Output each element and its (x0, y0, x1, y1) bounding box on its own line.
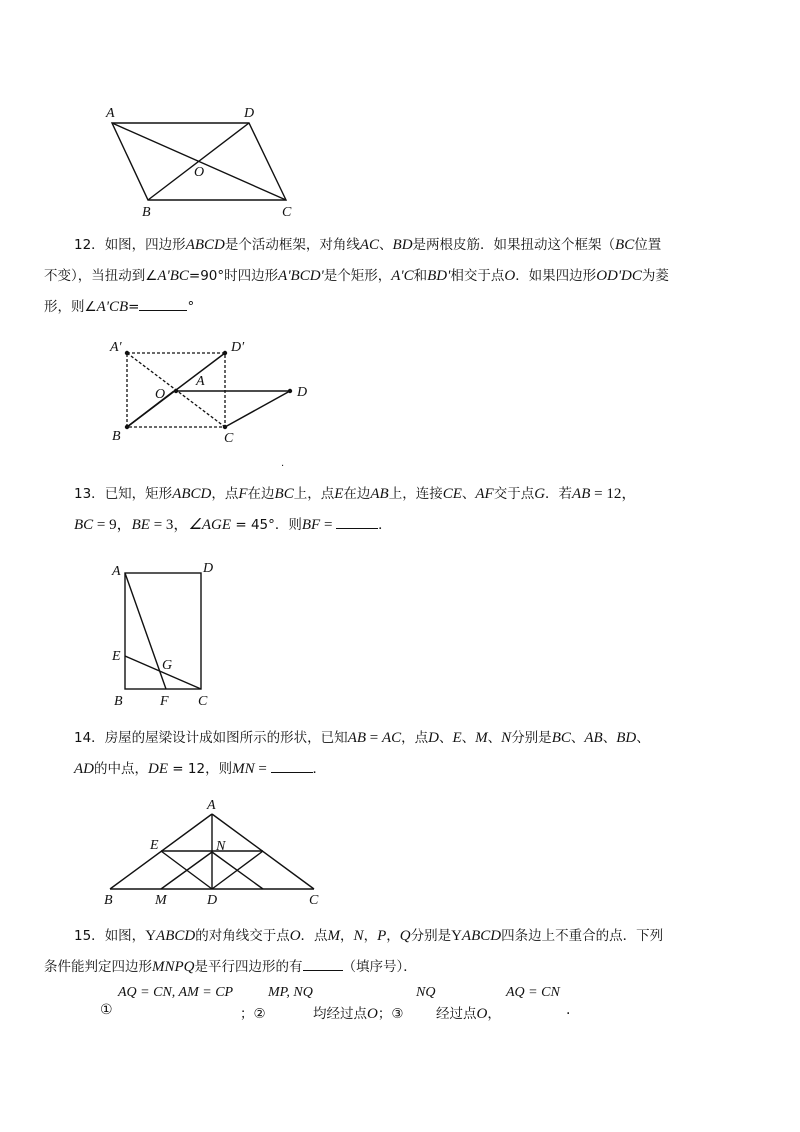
q15-line-2 (44, 952, 734, 983)
choice-3-expression-2: AQ = CN (506, 985, 560, 1000)
text: 不变），当扭动到∠ (44, 268, 158, 284)
math: BE (131, 517, 150, 533)
label-c: C (309, 893, 319, 908)
text: 如图，四边形 (104, 237, 186, 253)
math: MN (232, 761, 255, 777)
math: BF (301, 517, 321, 533)
math: G (534, 486, 546, 502)
text: 交于点 (493, 486, 535, 502)
text: 在边 (343, 486, 371, 502)
text: 如图， (104, 928, 146, 944)
label-d: D (244, 106, 255, 121)
math: A'C (391, 268, 414, 284)
text: 、 (461, 730, 476, 746)
choice-2-text (313, 1002, 403, 1023)
math: ABCD (185, 237, 225, 253)
label-m: M (155, 893, 167, 908)
math: OD'DC (596, 268, 642, 284)
math: N (501, 730, 512, 746)
math: O (367, 1006, 378, 1022)
question-number: 14． (74, 730, 105, 746)
math: A'BC (157, 268, 189, 284)
text: ，点 (401, 730, 429, 746)
text: 经过点 (436, 1006, 477, 1022)
question-number: 12． (74, 237, 105, 253)
label-e: E (150, 838, 159, 853)
text: ．若 (545, 486, 573, 502)
text: 、 (602, 730, 617, 746)
q12-line-1 (74, 230, 734, 261)
parallelogram-figure (96, 100, 306, 222)
label-b: B (114, 694, 123, 709)
text: 房屋的屋梁设计成如图所示的形状，已知 (104, 730, 348, 746)
text: 分别是 (410, 928, 452, 944)
label-c: C (282, 205, 292, 220)
math: N (353, 928, 364, 944)
label-g: G (162, 658, 173, 673)
text: 和 (413, 268, 428, 284)
label-a: A (196, 374, 205, 389)
math: BC (74, 517, 94, 533)
math: E (334, 486, 344, 502)
text: 上，点 (293, 486, 335, 502)
text: ． (312, 761, 327, 777)
math: BC (615, 237, 635, 253)
text: 已知，矩形 (104, 486, 173, 502)
text: ° (187, 299, 195, 315)
text: ．如果四边形 (515, 268, 597, 284)
label-n: N (216, 839, 226, 854)
question-12 (44, 230, 734, 323)
text: ；③ (377, 1006, 404, 1022)
label-c: C (224, 431, 234, 446)
text: 、 (636, 730, 650, 746)
choice-1-number: ① (100, 1002, 113, 1018)
math: = (320, 517, 337, 533)
math: A'CB (96, 299, 129, 315)
text: 条件能判定四边形 (44, 959, 152, 975)
text: 的中点， (94, 761, 148, 777)
parallelogram-symbol: Y (451, 928, 462, 944)
answer-blank[interactable] (336, 514, 378, 529)
choice-2-expression: MP, NQ (268, 985, 313, 1000)
question-14 (74, 723, 734, 785)
math: = (366, 730, 382, 746)
text: ， (386, 928, 400, 944)
label-d: D (297, 385, 308, 400)
question-number: 13． (74, 486, 105, 502)
q14-line-1 (74, 723, 734, 754)
math: F (238, 486, 248, 502)
choice-3-expression: NQ (416, 985, 436, 1000)
math: = (254, 761, 271, 777)
text: 在边 (247, 486, 275, 502)
text: 、 (439, 730, 453, 746)
label-d-prime: D′ (231, 340, 245, 355)
choice-3-text (436, 1002, 501, 1023)
text: 、 (461, 486, 476, 502)
q15-line-1 (74, 921, 734, 952)
math: AC (359, 237, 380, 253)
text: 上，连接 (388, 486, 443, 502)
math: A'BCD' (278, 268, 324, 284)
text: ， (487, 1006, 501, 1022)
text: 是个活动框架，对角线 (224, 237, 360, 253)
math: ABCD (461, 928, 502, 944)
text: 分别是 (511, 730, 552, 746)
choice-1-end: ；② (240, 1006, 266, 1022)
text: = 12，则 (168, 761, 233, 777)
math: AD (74, 761, 94, 777)
q13-line-1 (74, 479, 734, 510)
math: MNPQ (152, 959, 195, 975)
text: ， (340, 928, 354, 944)
text: 是个矩形， (323, 268, 392, 284)
text: 为菱 (641, 268, 669, 284)
math: = 12， (590, 486, 637, 502)
label-a: A (106, 106, 115, 121)
math: AC (381, 730, 402, 746)
question-15 (44, 921, 734, 983)
label-a-prime: A′ (110, 340, 122, 355)
math: D (428, 730, 439, 746)
math: AF (475, 486, 494, 502)
text: 是两根皮筋．如果扭动这个框架（ (412, 237, 616, 253)
math: ABCD (156, 928, 196, 944)
text: 、 (570, 730, 585, 746)
math: O (476, 1006, 488, 1022)
choice-3-period: . (566, 1002, 571, 1018)
math: ∠AGE (188, 517, 232, 533)
answer-blank[interactable] (271, 758, 313, 773)
question-13 (74, 479, 734, 541)
math: O (504, 268, 516, 284)
question-number: 15． (74, 928, 105, 944)
label-b: B (142, 205, 151, 220)
label-o: O (194, 165, 205, 180)
math: = 9， (93, 517, 132, 533)
label-c: C (198, 694, 208, 709)
text: 形，则∠ (44, 299, 97, 315)
math: BD' (427, 268, 451, 284)
math: Q (399, 928, 411, 944)
math: AB (584, 730, 603, 746)
math: P (377, 928, 387, 944)
math: AB (347, 730, 367, 746)
text: 均经过点 (313, 1006, 367, 1022)
label-d: D (203, 561, 214, 576)
text: 、 (379, 237, 393, 253)
math: BC (551, 730, 571, 746)
text: ， (363, 928, 378, 944)
q13-line-2 (74, 510, 734, 541)
text: （填序号）． (342, 959, 417, 975)
text: 、 (487, 730, 502, 746)
math: BD (616, 730, 637, 746)
text: 位置 (634, 237, 662, 253)
text: 四条边上不重合的点．下列 (501, 928, 664, 944)
math: DE (148, 761, 168, 777)
text: 相交于点 (450, 268, 505, 284)
q14-line-2 (74, 754, 734, 785)
q14-figure (100, 794, 332, 910)
choice-1-expression: AQ = CN, AM = CP (118, 985, 234, 1000)
answer-blank[interactable] (303, 956, 343, 971)
text: 是平行四边形的有 (194, 959, 303, 975)
math: AB (370, 486, 389, 502)
q13-figure (104, 556, 228, 712)
label-a: A (112, 564, 121, 579)
math: BD (392, 237, 413, 253)
math: CE (442, 486, 462, 502)
label-b: B (104, 893, 113, 908)
label-o: O (155, 387, 166, 402)
math: AB (572, 486, 591, 502)
text: ，点 (211, 486, 239, 502)
label-b: B (112, 429, 121, 444)
math: BC (274, 486, 294, 502)
answer-blank[interactable] (139, 296, 187, 311)
q12-line-3 (44, 292, 734, 323)
text: = (128, 299, 140, 315)
label-f: F (160, 694, 169, 709)
label-e: E (112, 649, 121, 664)
text: 的对角线交于点 (195, 928, 290, 944)
label-a: A (207, 798, 216, 813)
q12-figure (104, 334, 324, 448)
stray-dot: . (281, 458, 285, 469)
text: =90°时四边形 (188, 268, 279, 284)
text: ． (378, 517, 392, 533)
math: M (475, 730, 488, 746)
math: E (452, 730, 462, 746)
math: M (327, 928, 341, 944)
math: ABCD (172, 486, 212, 502)
parallelogram-symbol: Y (145, 928, 157, 944)
math: = 3， (149, 517, 189, 533)
label-d: D (207, 893, 218, 908)
text: ．点 (300, 928, 328, 944)
text: = 45°．则 (231, 517, 302, 533)
math: O (289, 928, 301, 944)
q12-line-2 (44, 261, 734, 292)
